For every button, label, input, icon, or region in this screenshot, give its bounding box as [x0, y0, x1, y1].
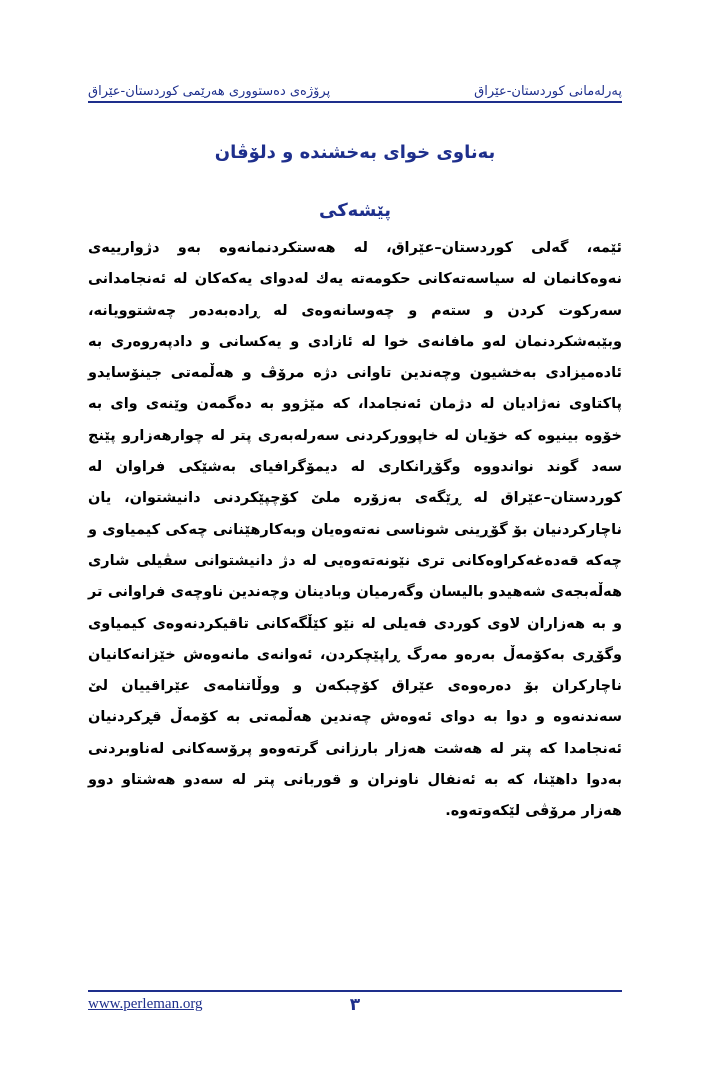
header-parliament-name: پەرلەمانی کوردستان-عێراق	[474, 83, 622, 99]
section-heading: پێشەکی	[318, 200, 392, 221]
header-document-name: پرۆژەی دەستووری هەرێمی کوردستان-عێراق	[88, 83, 331, 99]
header-divider	[88, 101, 622, 103]
website-link[interactable]: www.perleman.org	[88, 996, 203, 1012]
page-header	[88, 80, 622, 102]
preamble-paragraph: ئێمە، گەلی کوردستان–عێراق، لە هەستکردنمانەوە بەو دژوارییەی نەوەکانمان لە سیاسەتەکانی حکومەتە یەك لەدوای یەکەکان لە ئەنجامدانی سەرکوت کردن و ستەم و چەوسانەوەی لە ڕادەبەدەر چەشتوویانە، وبێبەشکردنمان لەو مافانەی خوا لە ئازادی و یەکسانی و دادپەروەری بە ئادەمیزادی بەخشیون وچەندین تاوانی دژە مرۆڤ و هەڵمەتی جینۆسایدو پاکتاوی نەژادیان لە دژمان ئەنجامدا، کە مێژوو بە دەگمەن وێنەی وای بە خۆوە بینیوە کە خۆیان لە خاپوورکردنی سەرلەبەری پتر لە چوارهەزارو پێنج سەد گوند نواندووە وگۆڕانکاری لە دیمۆگرافیای بەشێکی فراوان لە کوردستان–عێراق لە ڕێگەی بەزۆرە ملێ کۆچپێکردنی دانیشتوان، یان ناچارکردنیان بۆ گۆڕینی شوناسی نەتەوەیان وبەکارهێنانی چەکی کیمیاوی و چەکە قەدەغەکراوەکانی تری نێونەتەوەیی لە دژ دانیشتوانی سڤیلی شاری هەڵەبجەی شەهیدو بالیسان وگەرمیان وبادینان وچەندین ناوچەی فراوانی تر و بە هەزاران لاوی کوردی فەیلی لە نێو کێڵگەکانی تاقیکردنەوەی کیمیاوی وگۆڕی بەکۆمەڵ بەرەو مەرگ ڕاپێچکردن، ئەوانەی مانەوەش خێزانەکانیان ناچارکران بۆ دەرەوەی عێراق کۆچبکەن و ووڵاتنامەی عێراقییان لێ سەندنەوە و دوا بە دوای ئەوەش چەندین هەڵمەتی بە کۆمەڵ قڕکردنیان ئەنجامدا کە پتر لە هەشت هەزار بارزانی گرتەوەو پرۆسەکانی لەناوبردنی بەدوا داهێنا، کە بە ئەنفال ناونران و قوربانی پتر لە سەدو هەشتاو دوو هەزار مرۆڤی لێکەوتەوە.	[88, 240, 622, 820]
document-title: بەناوی خوای بەخشندە و دلۆڤان	[214, 142, 496, 163]
page-footer	[88, 996, 622, 1016]
page-number: ٣	[349, 995, 361, 1015]
footer-divider	[88, 990, 622, 992]
